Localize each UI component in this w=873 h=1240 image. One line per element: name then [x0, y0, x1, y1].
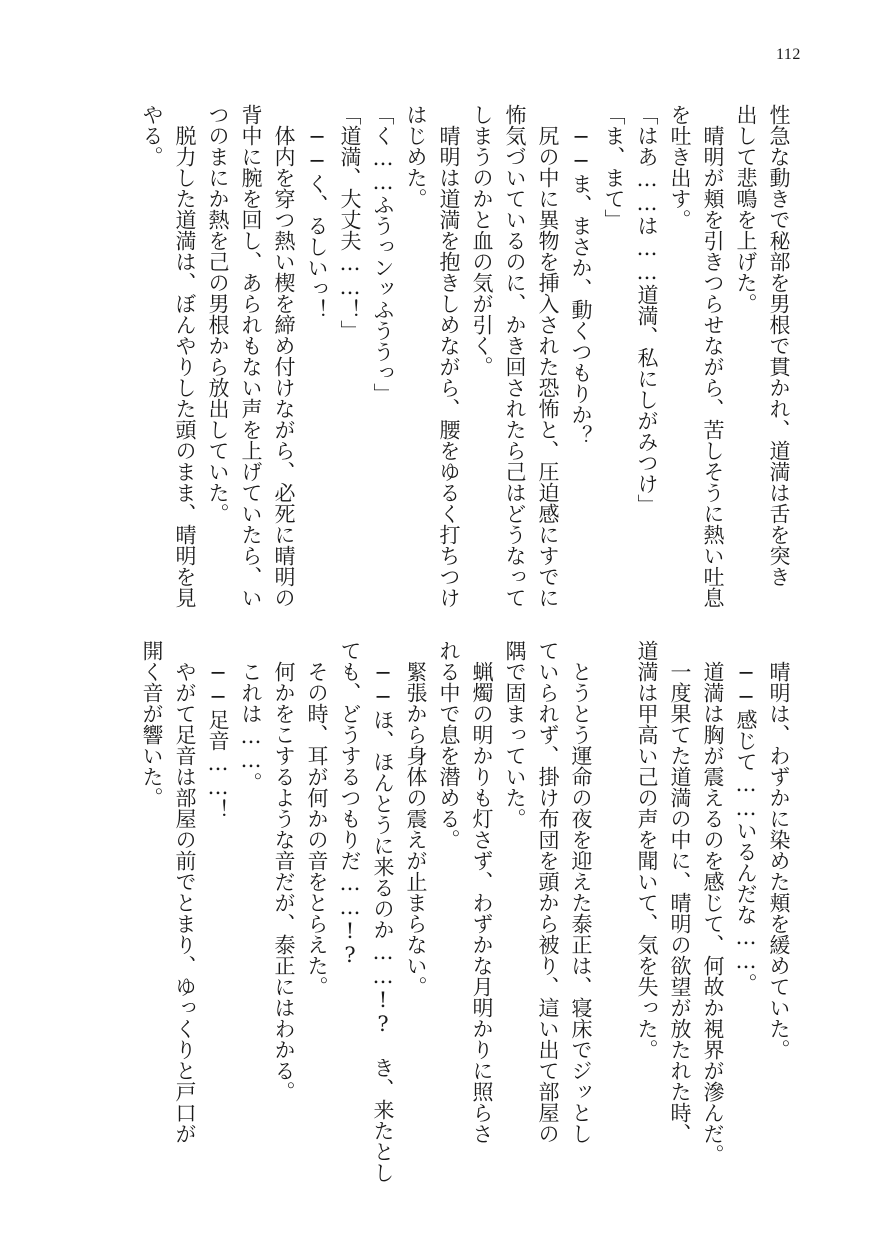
text-line: 何かをこするような音だが、泰正にはわかる。 — [272, 640, 296, 1102]
text-line: 道満は甲高い己の声を聞いて、気を失った。 — [635, 640, 659, 1060]
text-line: ──感じて……いるんだな……。 — [734, 640, 758, 994]
text-line: 開く音が響いた。 — [140, 640, 164, 808]
text-line: とうとう運命の夜を迎えた泰正は、寝床でジッとし — [569, 640, 593, 1144]
text-line: やる。 — [140, 104, 164, 167]
text-line: ──ま、まさか、動くつもりか？ — [569, 104, 593, 446]
text-line: しまうのかと血の気が引く。 — [470, 104, 494, 377]
text-line: 性急な動きで秘部を男根で貫かれ、道満は舌を突き — [767, 104, 791, 587]
text-line — [603, 640, 624, 1160]
text-line: 脱力した道満は、ぼんやりした頭のまま、晴明を見 — [173, 104, 197, 608]
text-line: 怖気づいているのに、かき回されたら己はどうなって — [503, 104, 527, 608]
upper-text-block — [141, 104, 789, 624]
text-line: 緊張から身体の震えが止まらない。 — [404, 640, 428, 997]
text-line: やがて足音は部屋の前でとまり、ゆっくりと戸口が — [173, 640, 197, 1144]
text-line: 背中に腕を回し、あられもない声を上げていたら、い — [239, 104, 263, 608]
text-line: 「く……ふうっンッふううっ」 — [371, 104, 395, 404]
text-line: ても、どうするつもりだ……!? — [338, 640, 362, 967]
text-line: 晴明が頬を引きつらせながら、苦しそうに熱い吐息 — [701, 104, 725, 608]
text-line: 「はあ……は……道満、私にしがみつけ」 — [635, 104, 659, 515]
text-line: ──ほ、ほんとうに来るのか……!? き、来たとし — [371, 640, 395, 1183]
text-line: れる中で息を潜める。 — [437, 640, 461, 850]
page-number: 112 — [776, 46, 801, 63]
text-line: ていられず、掛け布団を頭から被り、這い出て部屋の — [536, 640, 560, 1144]
text-line: ──く、るしいっ！ — [305, 104, 329, 320]
text-line: その時、耳が何かの音をとらえた。 — [305, 640, 329, 997]
text-line: はじめた。 — [404, 104, 428, 209]
text-line: 蝋燭の明かりも灯さず、わずかな月明かりに照らさ — [470, 640, 494, 1144]
text-line: 出して悲鳴を上げた。 — [734, 104, 758, 314]
text-line: ──足音……！ — [206, 640, 230, 820]
text-line: 体内を穿つ熱い楔を締め付けながら、必死に晴明の — [272, 104, 296, 608]
text-line: これは……。 — [239, 640, 263, 793]
lower-text-block — [140, 640, 791, 1183]
text-line: 隅で固まっていた。 — [503, 640, 527, 829]
text-line: 道満は胸が震えるのを感じて、何故か視界が滲んだ。 — [701, 640, 725, 1165]
text-line: を吐き出す。 — [668, 104, 692, 230]
text-line: 「道満、大丈夫……！」 — [338, 104, 362, 341]
text-line: 尻の中に異物を挿入された恐怖と、圧迫感にすでに — [536, 104, 560, 608]
text-line: つのまにか熱を己の男根から放出していた。 — [206, 104, 230, 524]
text-line: 「ま、まて」 — [602, 104, 626, 230]
text-line: 晴明は道満を抱きしめながら、腰をゆるく打ちつけ — [437, 104, 461, 608]
text-line: 晴明は、わずかに染めた頬を緩めていた。 — [767, 640, 791, 1060]
text-line: 一度果てた道満の中に、晴明の欲望が放たれた時、 — [668, 640, 692, 1144]
